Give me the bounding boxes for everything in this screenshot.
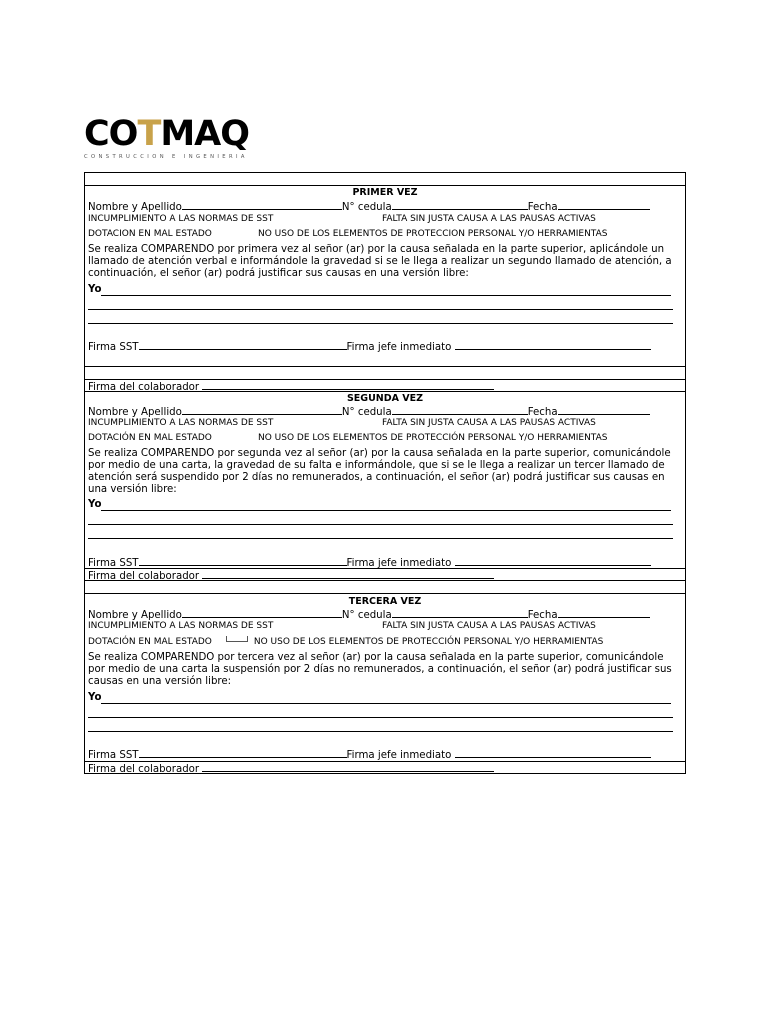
firma-jefe-label: Firma jefe inmediato [346, 750, 452, 761]
yo-field[interactable] [101, 501, 671, 511]
logo-tagline: CONSTRUCCION E INGENIERIA [84, 154, 248, 160]
firma-jefe-label: Firma jefe inmediato [346, 558, 452, 569]
nombre-field[interactable] [182, 608, 342, 618]
cedula-field[interactable] [392, 200, 528, 210]
version-line-1[interactable] [88, 704, 673, 718]
options-row-1 [88, 620, 682, 632]
firma-jefe-field[interactable] [455, 340, 651, 350]
logo-part-maq: MAQ [160, 114, 249, 154]
option-incumplimiento[interactable]: INCUMPLIMIENTO A LAS NORMAS DE SST [88, 214, 274, 224]
fecha-label: Fecha [527, 610, 558, 621]
cedula-label: N° cedula [341, 407, 392, 418]
yo-line [88, 499, 682, 511]
firma-colaborador-line [85, 762, 685, 774]
section-paragraph: Se realiza COMPARENDO por segunda vez al señor (ar) por la causa señalada en la parte superior, comunicándole por medio de una carta, la gravedad de su falta e informándole, que si se le llega a realizar un tercer llamado de atención será suspendido por 2 días no remunerados, a continuación, el señor (ar) podrá justificar sus causas en una versión libre: [88, 448, 671, 495]
section-primer-vez [85, 186, 685, 367]
firma-sst-field[interactable] [139, 748, 347, 758]
section-title: TERCERA VEZ [348, 596, 422, 607]
company-logo [84, 116, 254, 162]
firma-jefe-field[interactable] [455, 748, 651, 758]
firma-sst-label: Firma SST [88, 558, 139, 569]
cedula-field[interactable] [392, 608, 528, 618]
option-incumplimiento[interactable]: INCUMPLIMIENTO A LAS NORMAS DE SST [88, 621, 274, 631]
version-line-2[interactable] [88, 718, 673, 732]
firmas-line [88, 748, 682, 760]
firma-colaborador-line [85, 569, 685, 581]
firma-colaborador-line [85, 380, 685, 392]
cedula-label: N° cedula [341, 202, 392, 213]
section-tercera-vez [85, 594, 685, 762]
section-spacer [85, 581, 685, 594]
checkbox-icon[interactable] [226, 636, 248, 642]
firma-sst-field[interactable] [139, 340, 347, 350]
comparendo-form [84, 172, 686, 774]
yo-line [88, 692, 682, 704]
firma-colab-field[interactable] [202, 762, 494, 772]
version-line-2[interactable] [88, 525, 673, 539]
yo-label: Yo [88, 284, 102, 295]
option-falta-pausas[interactable]: FALTA SIN JUSTA CAUSA A LAS PAUSAS ACTIVAS [382, 621, 596, 631]
nombre-cedula-fecha-line [88, 608, 682, 620]
firma-colab-field[interactable] [202, 380, 494, 390]
fecha-field[interactable] [558, 608, 650, 618]
yo-label: Yo [88, 692, 102, 703]
options-row-1 [88, 417, 682, 429]
nombre-field[interactable] [182, 200, 342, 210]
nombre-label: Nombre y Apellido [88, 610, 182, 621]
logo-part-co: CO [84, 114, 138, 154]
nombre-cedula-fecha-line [88, 405, 682, 417]
fecha-field[interactable] [558, 405, 650, 415]
firma-colab-field[interactable] [202, 569, 494, 579]
nombre-label: Nombre y Apellido [88, 407, 182, 418]
version-line-1[interactable] [88, 511, 673, 525]
firma-colab-label: Firma del colaborador [88, 764, 200, 775]
option-dotacion[interactable]: DOTACIÓN EN MAL ESTADO [88, 433, 212, 443]
firmas-line [88, 340, 682, 352]
cedula-label: N° cedula [341, 610, 392, 621]
section-segunda-vez [85, 392, 685, 569]
version-line-1[interactable] [88, 296, 673, 310]
nombre-cedula-fecha-line [88, 200, 682, 212]
options-row-2 [88, 636, 682, 648]
option-no-uso-epp[interactable]: NO USO DE LOS ELEMENTOS DE PROTECCIÓN PERSONAL Y/O HERRAMIENTAS [258, 433, 608, 443]
options-row-1 [88, 213, 682, 225]
option-no-uso-epp[interactable]: NO USO DE LOS ELEMENTOS DE PROTECCION PERSONAL Y/O HERRAMIENTAS [258, 229, 608, 239]
logo-part-t: T [137, 114, 161, 154]
yo-field[interactable] [101, 694, 671, 704]
fecha-label: Fecha [527, 202, 558, 213]
nombre-field[interactable] [182, 405, 342, 415]
version-line-2[interactable] [88, 310, 673, 324]
section-spacer [85, 367, 685, 380]
firma-colab-label: Firma del colaborador [88, 382, 200, 393]
fecha-label: Fecha [527, 407, 558, 418]
section-title: PRIMER VEZ [352, 187, 418, 198]
firmas-line [88, 556, 682, 568]
firma-sst-label: Firma SST [88, 750, 139, 761]
options-row-2 [88, 228, 682, 240]
option-falta-pausas[interactable]: FALTA SIN JUSTA CAUSA A LAS PAUSAS ACTIVAS [382, 418, 596, 428]
section-paragraph: Se realiza COMPARENDO por primera vez al señor (ar) por la causa señalada en la parte superior, aplicándole un llamado de atención verbal e informándole la gravedad si se le llega a realizar un segundo llamado de atención, a continuación, el señor (ar) podrá justificar sus causas en una versión libre: [88, 244, 672, 279]
logo-wordmark [84, 116, 254, 152]
firma-sst-field[interactable] [139, 556, 347, 566]
option-dotacion[interactable]: DOTACIÓN EN MAL ESTADO [88, 637, 212, 647]
section-title: SEGUNDA VEZ [346, 393, 424, 404]
section-paragraph: Se realiza COMPARENDO por tercera vez al señor (ar) por la causa señalada en la parte superior, comunicándole por medio de una carta la suspensión por 2 días no remunerados, a continuación, el señor (ar) podrá justificar sus causas en una versión libre: [88, 652, 672, 687]
form-top-spacer [85, 173, 685, 186]
fecha-field[interactable] [558, 200, 650, 210]
cedula-field[interactable] [392, 405, 528, 415]
yo-field[interactable] [101, 286, 671, 296]
options-row-2 [88, 432, 682, 444]
option-no-uso-epp[interactable]: NO USO DE LOS ELEMENTOS DE PROTECCIÓN PERSONAL Y/O HERRAMIENTAS [253, 637, 604, 647]
firma-jefe-label: Firma jefe inmediato [346, 342, 452, 353]
firma-colab-label: Firma del colaborador [88, 571, 200, 582]
yo-label: Yo [88, 499, 102, 510]
firma-sst-label: Firma SST [88, 342, 139, 353]
nombre-label: Nombre y Apellido [88, 202, 182, 213]
option-dotacion[interactable]: DOTACION EN MAL ESTADO [88, 229, 212, 239]
option-incumplimiento[interactable]: INCUMPLIMIENTO A LAS NORMAS DE SST [88, 418, 274, 428]
firma-jefe-field[interactable] [455, 556, 651, 566]
yo-line [88, 284, 682, 296]
option-falta-pausas[interactable]: FALTA SIN JUSTA CAUSA A LAS PAUSAS ACTIVAS [382, 214, 596, 224]
